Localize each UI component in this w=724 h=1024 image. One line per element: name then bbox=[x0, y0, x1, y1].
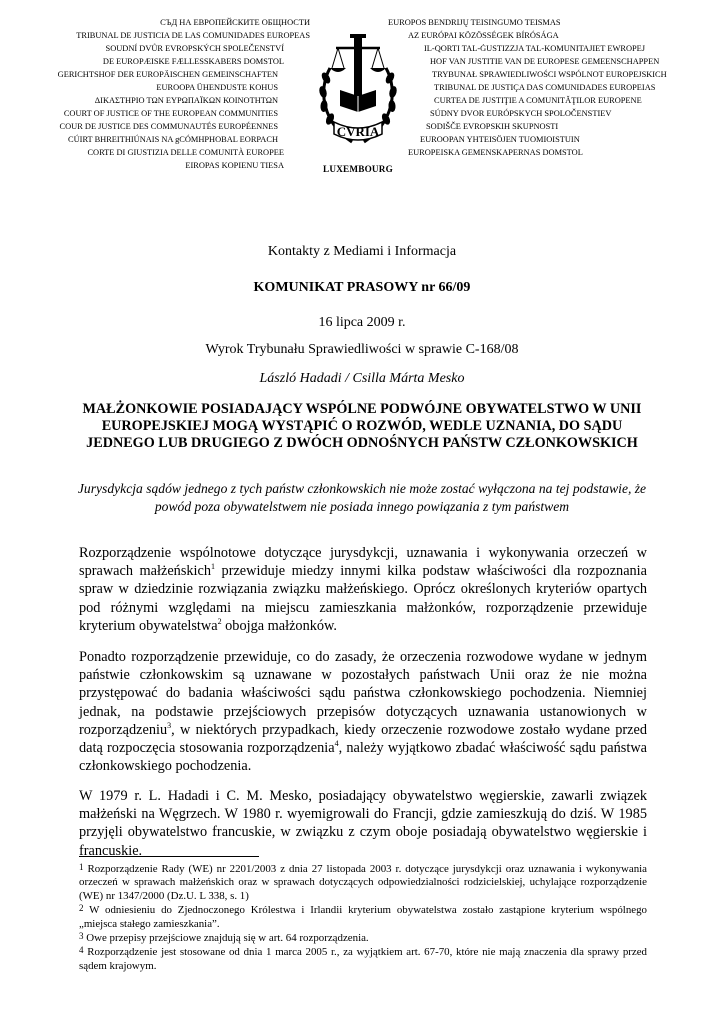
release-number: KOMUNIKAT PRASOWY nr 66/09 bbox=[253, 280, 471, 295]
court-names-right bbox=[388, 16, 667, 159]
court-header bbox=[0, 16, 724, 196]
headline: MAŁŻONKOWIE POSIADAJĄCY WSPÓLNE PODWÓJNE OBYWATELSTWO W UNII EUROPEJSKIEJ MOGĄ WYSTĄPIĆ O ROZWÓD, WEDLE UZNANIA, DO SĄDU JEDNEGO LUB DRUGIEGO Z DWÓCH ODNOŚNYCH PAŃSTW CZŁONKOWSKICH bbox=[82, 401, 642, 451]
court-city: LUXEMBOURG bbox=[323, 164, 393, 174]
footnotes bbox=[79, 863, 647, 974]
footnote-mark: 3 bbox=[79, 931, 84, 942]
court-name-line: CORTE DI GIUSTIZIA DELLE COMUNITÀ EUROPEE bbox=[87, 148, 284, 157]
release-date: 16 lipca 2009 r. bbox=[318, 315, 406, 330]
footnote-ref[interactable]: 2 bbox=[217, 617, 222, 627]
footnote-mark: 4 bbox=[79, 945, 84, 956]
court-name-line: ΔΙΚΑΣΤΗΡΙΟ ΤΩΝ ΕΥΡΩΠΑΪΚΩΝ ΚΟΙΝΟΤΗΤΩΝ bbox=[94, 96, 278, 105]
body-text: , należy wyjątkowo zbadać właściwość sądu państwa członkowskiego pochodzenia. bbox=[79, 740, 647, 775]
footnote-ref[interactable]: 4 bbox=[334, 739, 339, 749]
court-name-line: EUROOPA ÜHENDUSTE KOHUS bbox=[156, 83, 278, 92]
body-text: obojga małżonków. bbox=[221, 617, 337, 634]
case-parties: László Hadadi / Csilla Márta Mesko bbox=[259, 371, 465, 386]
case-reference: Wyrok Trybunału Sprawiedliwości w sprawie C-168/08 bbox=[205, 342, 519, 357]
court-name-line: СЪД НА ЕВРОПЕЙСКИТЕ ОБЩНОСТИ bbox=[160, 18, 310, 27]
court-name-line: TRIBUNAL DE JUSTICIA DE LAS COMUNIDADES EUROPEAS bbox=[76, 31, 310, 40]
court-name-line: GERICHTSHOF DER EUROPÄISCHEN GEMEINSCHAFTEN bbox=[57, 70, 278, 79]
body-paragraph bbox=[79, 648, 647, 775]
footnote bbox=[79, 932, 647, 945]
body-text: , w niektórych przypadkach, kiedy orzeczenie rozwodowe zostało wydane przed datą rozpoczęcia stosowania rozporządzenia bbox=[79, 721, 647, 757]
court-names-left bbox=[57, 16, 310, 172]
court-name-line: CÚIRT BHREITHIÚNAIS NA gCÓMHPHOBAL EORPACH bbox=[68, 135, 278, 144]
court-name-line: COUR DE JUSTICE DES COMMUNAUTÉS EUROPÉENNES bbox=[59, 122, 278, 131]
body-paragraph: W 1979 r. L. Hadadi i C. M. Mesko, posiadający obywatelstwo węgierskie, zawarli związek małżeński na Węgrzech. W 1980 r. wyemigrowali do Francji, gdzie zamieszkują do dziś. W 1985 przyjęli obywatelstwo francuskie, w związku z czym oboje posiadają obywatelstwo węgierskie i francuskie. bbox=[79, 788, 647, 859]
court-name-line: TRIBUNAL DE JUSTIÇA DAS COMUNIDADES EUROPEIAS bbox=[434, 83, 656, 92]
footnote-ref[interactable]: 1 bbox=[211, 562, 215, 572]
court-name-line: SÚDNY DVOR EURÓPSKYCH SPOLOČENSTIEV bbox=[430, 109, 612, 118]
court-name-line: SOUDNÍ DVŮR EVROPSKÝCH SPOLEČENSTVÍ bbox=[105, 44, 284, 53]
court-name-line: AZ EURÓPAI KÖZÖSSÉGEK BÍRÓSÁGA bbox=[408, 31, 559, 40]
court-name-line: CURTEA DE JUSTIŢIE A COMUNITĂŢILOR EUROPENE bbox=[434, 96, 642, 105]
court-name-line: IL-QORTI TAL-ĠUSTIZZJA TAL-KOMUNITAJIET EWROPEJ bbox=[424, 44, 646, 53]
footnote-mark: 1 bbox=[79, 862, 84, 872]
footnote-text: Owe przepisy przejściowe znajdują się w art. 64 rozporządzenia. bbox=[83, 932, 369, 945]
body-text: Rozporządzenie wspólnotowe dotyczące jurysdykcji, uznawania i wykonywania orzeczeń w sprawach małżeńskich bbox=[79, 545, 647, 580]
court-name-line: TRYBUNAŁ SPRAWIEDLIWOŚCI WSPÓLNOT EUROPEJSKICH bbox=[432, 70, 667, 79]
footnote-text: Rozporządzenie jest stosowane od dnia 1 marca 2005 r., za wyjątkiem art. 67-70, które nie mają znaczenia dla sprawy przed sądem krajowym. bbox=[79, 946, 647, 972]
court-name-line: EIROPAS KOPIENU TIESA bbox=[185, 161, 284, 170]
press-unit: Kontakty z Mediami i Informacja bbox=[267, 244, 457, 259]
court-name-line: EUROPOS BENDRIJŲ TEISINGUMO TEISMAS bbox=[388, 18, 561, 27]
court-name-line: DE EUROPÆISKE FÆLLESSKABERS DOMSTOL bbox=[102, 57, 284, 66]
body-paragraph bbox=[79, 544, 647, 635]
court-name-line: COURT OF JUSTICE OF THE EUROPEAN COMMUNITIES bbox=[63, 109, 278, 118]
court-name-line: HOF VAN JUSTITIE VAN DE EUROPESE GEMEENSCHAPPEN bbox=[430, 57, 660, 66]
court-name-line: SODIŠČE EVROPSKIH SKUPNOSTI bbox=[426, 122, 559, 131]
footnote-text: Rozporządzenie Rady (WE) nr 2201/2003 z dnia 27 listopada 2003 r. dotyczące jurysdykcji oraz uznawania i wykonywania orzeczeń w sprawach małżeńskich oraz w sprawach dotyczących odpowiedzialności rodzicielskiej, uchylające rozporządzenie (WE) nr 1347/2000 (Dz.U. L 338, s. 1) bbox=[79, 863, 647, 902]
footnote-separator bbox=[79, 856, 259, 857]
subheadline: Jurysdykcja sądów jednego z tych państw członkowskich nie może zostać wyłączona na tej podstawie, że powód poza obywatelstwem nie posiada innego powiązania z tym państwem bbox=[77, 481, 647, 514]
emblem-label: CVRIA bbox=[336, 124, 380, 139]
footnote bbox=[79, 904, 647, 931]
footnote bbox=[79, 863, 647, 903]
court-name-line: EUROOPAN YHTEISÖJEN TUOMIOISTUIN bbox=[420, 135, 580, 144]
footnote-ref[interactable]: 3 bbox=[167, 721, 172, 731]
footnote bbox=[79, 946, 647, 973]
footnote-text: W odniesieniu do Zjednoczonego Królestwa i Irlandii kryterium obywatelstwa zostało zastąpione kryterium wspólnego „miejsca stałego zamieszkania”. bbox=[79, 904, 647, 930]
body-text: przewiduje miedzy innymi kilka podstaw właściwości dla rozpoznania spraw w dziedzinie rozwiązania związku małżeńskiego. Oprócz określonych kryteriów opartych pod różnymi względami na miejscu zamieszkania małżonków, rozporządzenie przewiduje kryterium obywatelstwa bbox=[79, 563, 647, 634]
body-text: Ponadto rozporządzenie przewiduje, co do zasady, że orzeczenia rozwodowe wydane w jednym państwie członkowskim są uznawane w pozostałych państwach Unii oraz że nie można przystępować do badania właściwości sądu państwa członkowskiego pochodzenia. Niemniej jednak, na podstawie przejściowych przepisów dotyczących uznawania ustanowionych w rozporządzeniu bbox=[79, 649, 647, 738]
court-name-line: EUROPEISKA GEMENSKAPERNAS DOMSTOL bbox=[408, 148, 583, 157]
footnote-mark: 2 bbox=[79, 903, 84, 914]
